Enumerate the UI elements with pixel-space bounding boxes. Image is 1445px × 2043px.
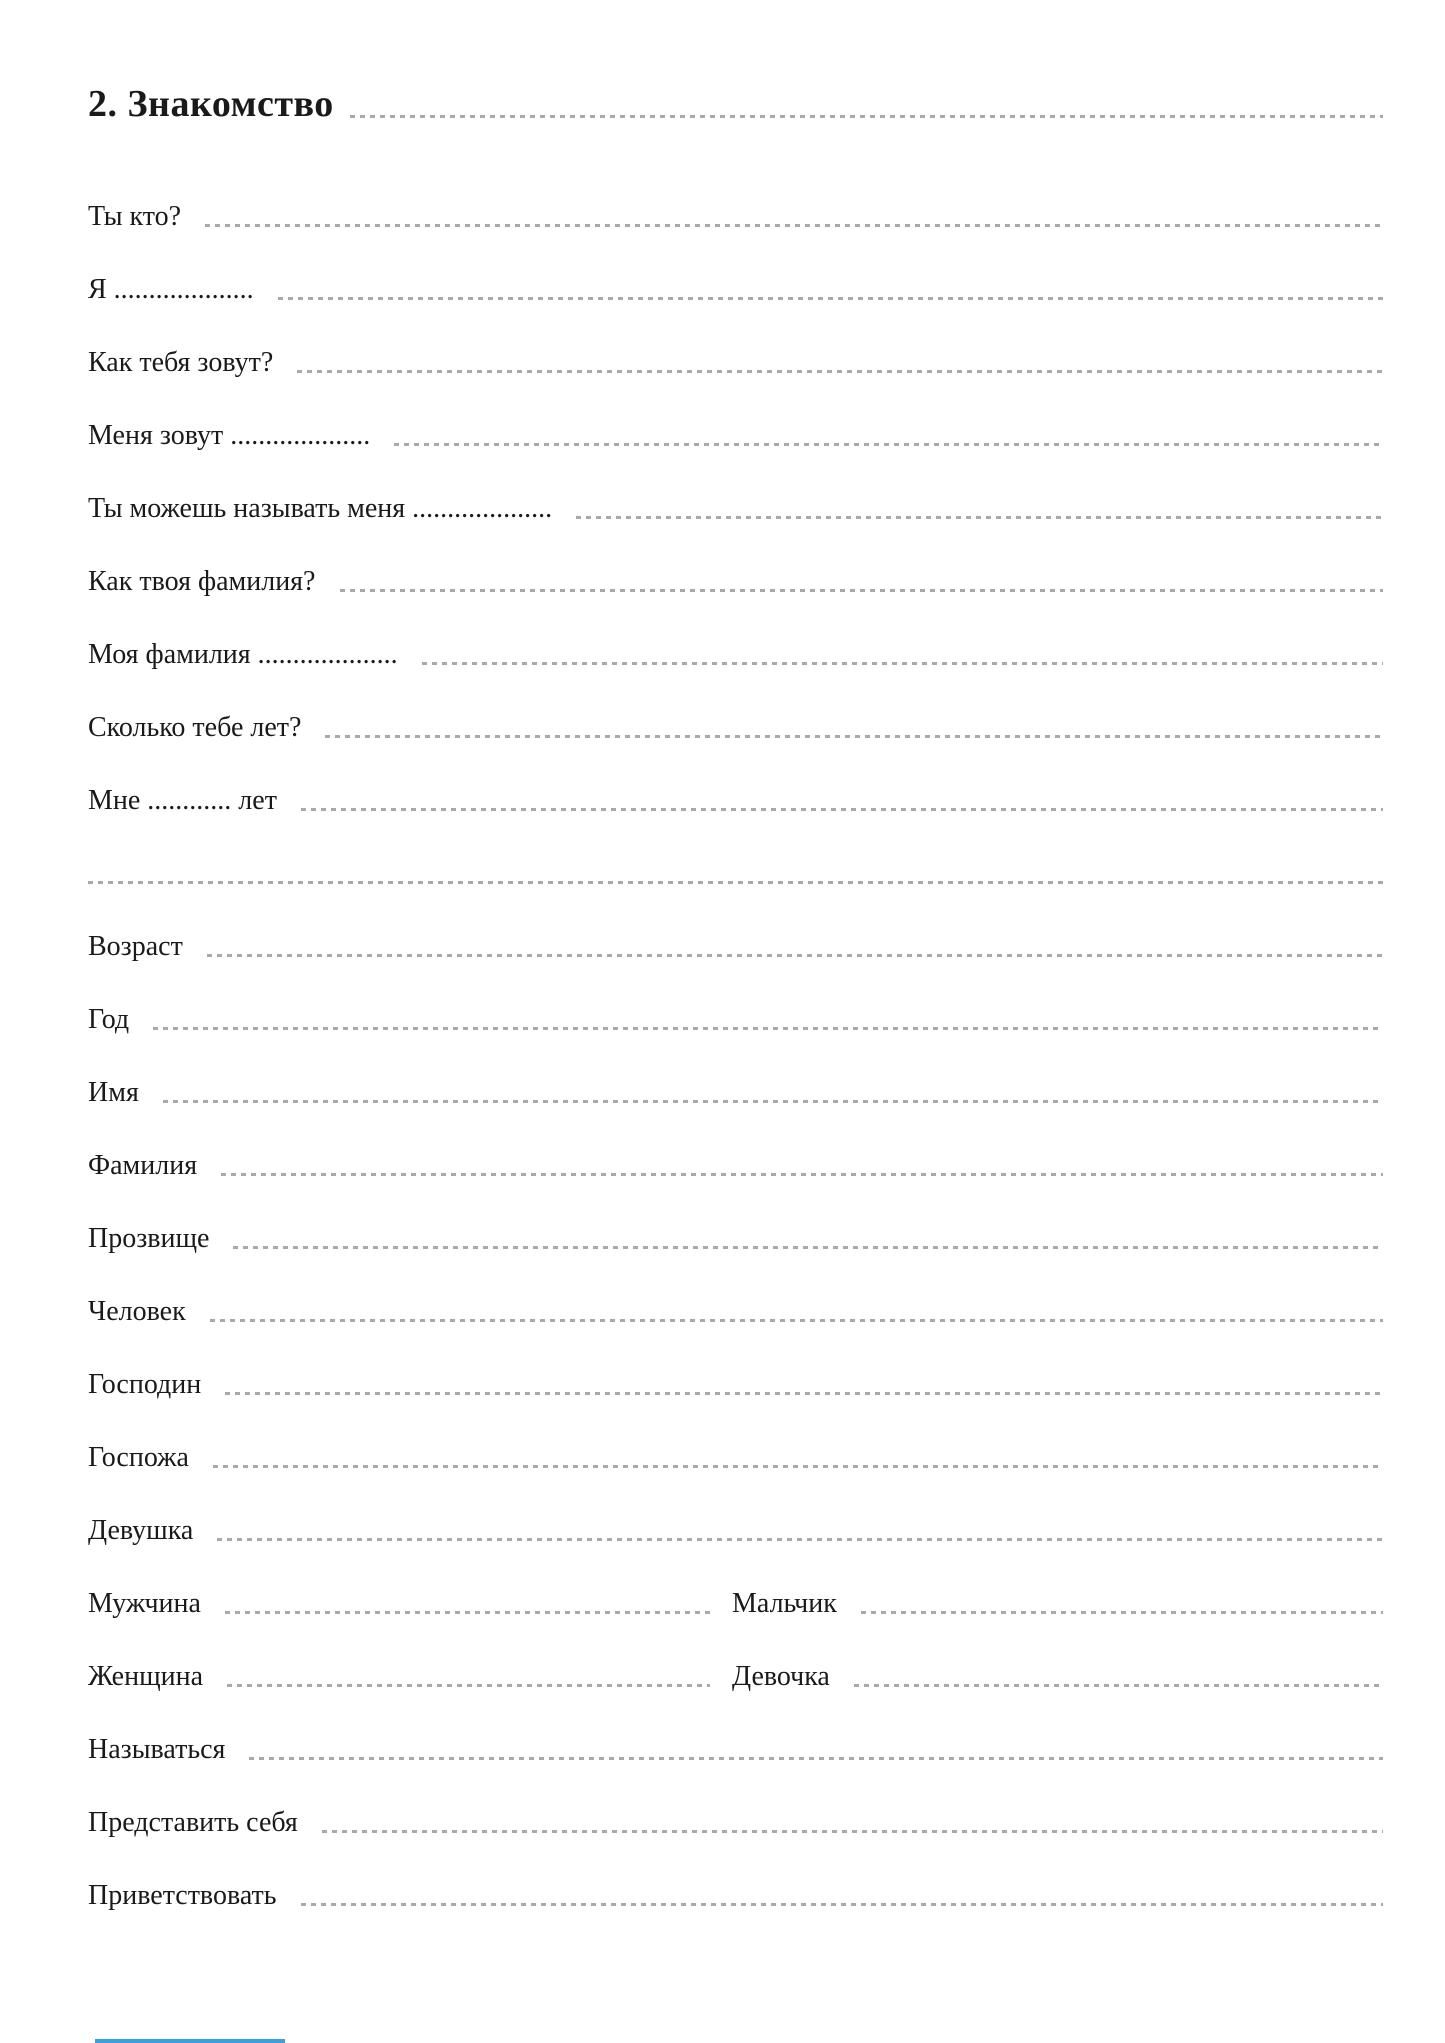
phrase-row: [88, 669, 1383, 742]
writing-line: [350, 115, 1383, 118]
vocab-label: Прозвище: [88, 1223, 210, 1254]
writing-line: [325, 735, 1383, 738]
vocab-row: [88, 1472, 1383, 1545]
vocab-label: Представить себя: [88, 1807, 298, 1838]
writing-line: [297, 370, 1383, 373]
vocab-row: [88, 1253, 1383, 1326]
vocab-pair-left: [88, 1663, 710, 1691]
writing-line: [394, 443, 1383, 446]
vocab-label: Мужчина: [88, 1588, 201, 1619]
phrase-label: Моя фамилия ....................: [88, 639, 398, 670]
page-bottom-accent: [95, 2039, 285, 2043]
phrase-row: [88, 596, 1383, 669]
writing-line: [213, 1465, 1383, 1468]
writing-line: [210, 1319, 1383, 1322]
writing-line: [225, 1611, 710, 1614]
vocab-label: Возраст: [88, 931, 183, 962]
phrase-label: Как твоя фамилия?: [88, 566, 316, 597]
writing-line: [322, 1830, 1383, 1833]
blank-writing-row: [88, 815, 1383, 888]
section-header: [88, 81, 1383, 123]
writing-line: [301, 1903, 1383, 1906]
vocab-row: [88, 1764, 1383, 1837]
writing-line: [217, 1538, 1383, 1541]
writing-line: [225, 1392, 1383, 1395]
writing-line: [340, 589, 1384, 592]
phrase-label: Как тебя зовут?: [88, 347, 274, 378]
vocab-label: Девушка: [88, 1515, 194, 1546]
writing-line: [88, 881, 1383, 884]
writing-line: [227, 1684, 710, 1687]
writing-line: [153, 1027, 1383, 1030]
vocab-label: Мальчик: [732, 1588, 837, 1619]
vocab-label: Господин: [88, 1369, 202, 1400]
phrase-label: Сколько тебе лет?: [88, 712, 302, 743]
vocab-pair-left: [88, 1590, 710, 1618]
vocab-row: [88, 1399, 1383, 1472]
writing-line: [207, 954, 1383, 957]
writing-line: [301, 808, 1383, 811]
worksheet-rows: [88, 158, 1383, 1910]
writing-line: [221, 1173, 1383, 1176]
vocab-label: Приветствовать: [88, 1880, 277, 1911]
phrase-label: Ты кто?: [88, 201, 182, 232]
phrase-row: [88, 377, 1383, 450]
writing-line: [163, 1100, 1383, 1103]
vocab-label: Имя: [88, 1077, 139, 1108]
phrase-label: Ты можешь называть меня ....................: [88, 493, 553, 524]
vocab-row: [88, 888, 1383, 961]
phrase-row: [88, 523, 1383, 596]
phrase-label: Меня зовут ....................: [88, 420, 371, 451]
writing-line: [278, 297, 1383, 300]
phrase-row: [88, 450, 1383, 523]
vocab-row: [88, 1107, 1383, 1180]
phrase-row: [88, 304, 1383, 377]
phrase-row: [88, 231, 1383, 304]
writing-line: [861, 1611, 1383, 1614]
writing-line: [854, 1684, 1383, 1687]
vocab-label: Человек: [88, 1296, 186, 1327]
writing-line: [576, 516, 1383, 519]
vocab-label: Девочка: [732, 1661, 830, 1692]
vocab-label: Год: [88, 1004, 130, 1035]
vocab-pair-row: [88, 1545, 1383, 1618]
vocab-label: Госпожа: [88, 1442, 189, 1473]
writing-line: [249, 1757, 1383, 1760]
page-content: [88, 0, 1383, 1910]
vocab-label: Фамилия: [88, 1150, 198, 1181]
phrase-row: [88, 158, 1383, 231]
phrase-label: Мне ............ лет: [88, 785, 277, 816]
writing-line: [233, 1246, 1383, 1249]
page-title: 2. Знакомство: [88, 83, 334, 125]
phrase-label: Я ....................: [88, 274, 254, 305]
vocab-row: [88, 1034, 1383, 1107]
vocab-row: [88, 1691, 1383, 1764]
vocab-row: [88, 961, 1383, 1034]
writing-line: [205, 224, 1383, 227]
vocab-pair-row: [88, 1618, 1383, 1691]
vocab-label: Называться: [88, 1734, 226, 1765]
vocab-label: Женщина: [88, 1661, 204, 1692]
vocab-row: [88, 1837, 1383, 1910]
phrase-row: [88, 742, 1383, 815]
vocab-row: [88, 1180, 1383, 1253]
vocab-row: [88, 1326, 1383, 1399]
writing-line: [422, 662, 1383, 665]
